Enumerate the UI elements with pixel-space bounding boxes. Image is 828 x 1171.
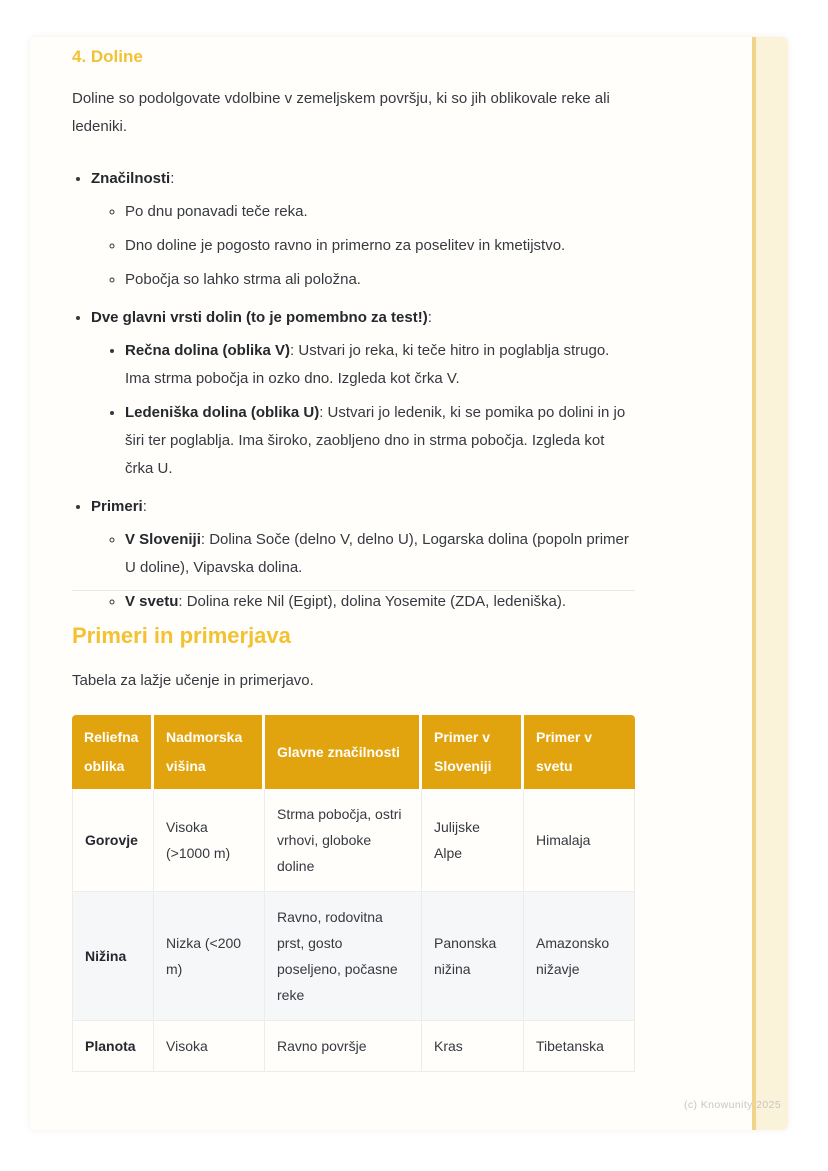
- table-cell: Ravno površje: [265, 1021, 422, 1072]
- vrste-dolin-sublist: [91, 337, 635, 483]
- list-item: [125, 232, 635, 260]
- section-heading-doline: 4. Doline: [72, 47, 143, 66]
- comparison-table: [72, 715, 635, 1072]
- bullet-lead: Dve glavni vrsti dolin (to je pomembno za test!): [91, 309, 428, 326]
- list-item-vrste-dolin: [91, 304, 635, 483]
- list-item: [125, 337, 635, 393]
- bullet-text: : Dolina Soče (delno V, delno U), Logarska dolina (popoln primer U doline), Vipavska dolina.: [125, 531, 629, 576]
- notes-page-card: [30, 37, 788, 1130]
- doline-intro-paragraph: Doline so podolgovate vdolbine v zemeljskem površju, ki so jih oblikovale reke ali ledeniki.: [72, 90, 610, 135]
- table-cell: Visoka (>1000 m): [154, 789, 265, 892]
- bullet-text: Po dnu ponavadi teče reka.: [125, 203, 308, 220]
- bullet-lead-suffix: :: [142, 498, 147, 515]
- section-primerjava: [72, 590, 635, 1072]
- table-cell: Julijske Alpe: [422, 789, 524, 892]
- bullet-text: : Dolina reke Nil (Egipt), dolina Yosemite (ZDA, ledeniška).: [178, 593, 567, 610]
- table-row: [72, 789, 635, 892]
- bullet-text: : Ustvari jo reka, ki teče hitro in poglablja strugo. Ima strma pobočja in ozko dno. Izgleda kot črka V.: [125, 342, 610, 387]
- table-cell: Kras: [422, 1021, 524, 1072]
- table-cell: Visoka: [154, 1021, 265, 1072]
- doline-bullet-list: [72, 165, 635, 616]
- table-cell: Panonska nižina: [422, 892, 524, 1021]
- bullet-lead-suffix: :: [427, 309, 432, 326]
- list-item: [125, 399, 635, 483]
- column-header: Primer v svetu: [524, 715, 635, 789]
- table-row: [72, 892, 635, 1021]
- section-doline: [72, 45, 635, 626]
- bullet-lead-suffix: :: [170, 170, 175, 187]
- table-header-row: [72, 715, 635, 789]
- notebook-margin-band: [752, 37, 788, 1130]
- section-heading-primerjava: Primeri in primerjava: [72, 623, 291, 648]
- table-cell: Nižina: [72, 892, 154, 1021]
- bullet-lead: Ledeniška dolina (oblika U): [125, 404, 320, 421]
- list-item-znacilnosti: [91, 165, 635, 294]
- column-header: Glavne značilnosti: [265, 715, 422, 789]
- table-cell: Tibetanska: [524, 1021, 635, 1072]
- column-header: Nadmorska višina: [154, 715, 265, 789]
- bullet-lead: Rečna dolina (oblika V): [125, 342, 291, 359]
- watermark: (c) Knowunity 2025: [684, 1099, 782, 1111]
- column-header: Reliefna oblika: [72, 715, 154, 789]
- bullet-text: : Ustvari jo ledenik, ki se pomika po dolini in jo širi ter poglablja. Ima široko, zaobljeno dno in strma pobočja. Izgleda kot črka U.: [125, 404, 626, 477]
- bullet-text: Dno doline je pogosto ravno in primerno za poselitev in kmetijstvo.: [125, 237, 566, 254]
- bullet-lead: Primeri: [91, 498, 143, 515]
- section-divider: [72, 590, 635, 591]
- table-cell: Nizka (<200 m): [154, 892, 265, 1021]
- bullet-lead: V svetu: [125, 593, 179, 610]
- table-cell: Planota: [72, 1021, 154, 1072]
- bullet-lead: Značilnosti: [91, 170, 171, 187]
- list-item: [125, 198, 635, 226]
- table-row: [72, 1021, 635, 1072]
- znacilnosti-sublist: [91, 198, 635, 294]
- bullet-text: Pobočja so lahko strma ali položna.: [125, 271, 361, 288]
- table-cell: Himalaja: [524, 789, 635, 892]
- list-item: [125, 266, 635, 294]
- primerjava-intro-paragraph: Tabela za lažje učenje in primerjavo.: [72, 672, 314, 689]
- table-cell: Gorovje: [72, 789, 154, 892]
- table-cell: Amazonsko nižavje: [524, 892, 635, 1021]
- list-item: [125, 526, 635, 582]
- bullet-lead: V Sloveniji: [125, 531, 201, 548]
- table-cell: Strma pobočja, ostri vrhovi, globoke doline: [265, 789, 422, 892]
- column-header: Primer v Sloveniji: [422, 715, 524, 789]
- table-cell: Ravno, rodovitna prst, gosto poseljeno, počasne reke: [265, 892, 422, 1021]
